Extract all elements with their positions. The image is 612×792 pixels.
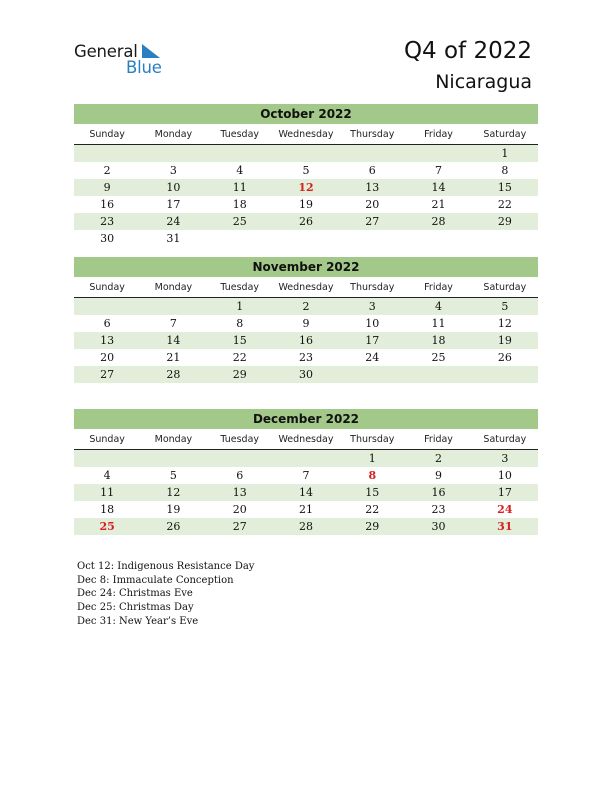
month-calendar-october bbox=[74, 104, 538, 247]
day-cell: 11 bbox=[431, 317, 446, 330]
week-row bbox=[74, 315, 538, 332]
day-cell: 14 bbox=[431, 181, 446, 194]
day-cell bbox=[140, 145, 206, 162]
day-cell: 2 bbox=[302, 300, 310, 313]
day-cell: 1 bbox=[368, 452, 376, 465]
day-cell: 12 bbox=[166, 486, 181, 499]
day-cell bbox=[273, 230, 339, 247]
day-cell: 27 bbox=[232, 520, 247, 533]
day-cell: 4 bbox=[236, 164, 244, 177]
holiday-list-item: Dec 31: New Year’s Eve bbox=[77, 615, 199, 627]
day-cell: 16 bbox=[100, 198, 115, 211]
weekday-label: Thursday bbox=[350, 282, 395, 293]
day-cell: 28 bbox=[298, 520, 313, 533]
holiday-day-cell: 12 bbox=[298, 181, 314, 194]
month-title: October 2022 bbox=[74, 104, 538, 124]
day-cell: 7 bbox=[435, 164, 443, 177]
day-cell bbox=[74, 145, 140, 162]
month-title: November 2022 bbox=[74, 257, 538, 277]
day-cell bbox=[472, 230, 538, 247]
day-cell: 30 bbox=[431, 520, 446, 533]
day-cell bbox=[405, 230, 471, 247]
day-cell: 1 bbox=[236, 300, 244, 313]
day-cell: 26 bbox=[166, 520, 181, 533]
week-row bbox=[74, 162, 538, 179]
week-row bbox=[74, 467, 538, 484]
day-cell: 25 bbox=[232, 215, 247, 228]
day-cell: 15 bbox=[497, 181, 512, 194]
weekday-header-row bbox=[74, 432, 538, 450]
week-row bbox=[74, 179, 538, 196]
day-cell: 19 bbox=[497, 334, 512, 347]
generalblue-logo bbox=[74, 42, 174, 78]
day-cell bbox=[472, 366, 538, 383]
day-cell bbox=[273, 145, 339, 162]
weekday-label: Monday bbox=[154, 129, 193, 140]
day-cell: 28 bbox=[431, 215, 446, 228]
day-cell: 7 bbox=[302, 469, 310, 482]
weekday-label: Wednesday bbox=[278, 282, 334, 293]
weekday-label: Friday bbox=[424, 434, 453, 445]
weekday-label: Saturday bbox=[483, 282, 527, 293]
logo-text-blue: Blue bbox=[126, 58, 162, 77]
weekday-header-row bbox=[74, 280, 538, 298]
day-cell: 29 bbox=[365, 520, 380, 533]
weekday-label: Sunday bbox=[89, 282, 125, 293]
weekday-label: Thursday bbox=[350, 129, 395, 140]
day-cell: 4 bbox=[435, 300, 443, 313]
holiday-list-item: Dec 8: Immaculate Conception bbox=[77, 574, 234, 586]
day-cell: 30 bbox=[100, 232, 115, 245]
month-calendar-december bbox=[74, 409, 538, 535]
week-row bbox=[74, 145, 538, 162]
day-cell: 2 bbox=[103, 164, 111, 177]
day-cell: 15 bbox=[365, 486, 380, 499]
day-cell bbox=[207, 145, 273, 162]
day-cell: 23 bbox=[100, 215, 115, 228]
day-cell: 25 bbox=[431, 351, 446, 364]
day-cell bbox=[140, 298, 206, 315]
holiday-list-item: Dec 24: Christmas Eve bbox=[77, 588, 193, 600]
week-row bbox=[74, 450, 538, 467]
week-row bbox=[74, 366, 538, 383]
weekday-label: Saturday bbox=[483, 129, 527, 140]
day-cell: 19 bbox=[166, 503, 181, 516]
day-cell: 4 bbox=[103, 469, 111, 482]
day-cell: 13 bbox=[232, 486, 247, 499]
holiday-list bbox=[77, 560, 254, 629]
holiday-day-cell: 31 bbox=[497, 520, 513, 533]
day-cell bbox=[207, 450, 273, 467]
day-cell: 6 bbox=[236, 469, 244, 482]
weekday-label: Tuesday bbox=[220, 434, 260, 445]
day-cell: 26 bbox=[298, 215, 313, 228]
day-cell: 21 bbox=[298, 503, 313, 516]
day-cell: 18 bbox=[100, 503, 115, 516]
day-cell: 29 bbox=[497, 215, 512, 228]
weekday-label: Friday bbox=[424, 129, 453, 140]
day-cell bbox=[339, 366, 405, 383]
holiday-list-item: Dec 25: Christmas Day bbox=[77, 602, 194, 614]
holiday-day-cell: 8 bbox=[368, 469, 377, 482]
day-cell: 17 bbox=[166, 198, 181, 211]
page-title: Q4 of 2022 bbox=[403, 38, 532, 64]
day-cell: 10 bbox=[497, 469, 512, 482]
week-row bbox=[74, 332, 538, 349]
day-cell: 17 bbox=[497, 486, 512, 499]
day-cell: 9 bbox=[302, 317, 310, 330]
day-cell bbox=[273, 450, 339, 467]
day-cell: 10 bbox=[365, 317, 380, 330]
day-cell: 3 bbox=[169, 164, 177, 177]
day-cell: 18 bbox=[431, 334, 446, 347]
day-cell bbox=[405, 145, 471, 162]
week-row bbox=[74, 230, 538, 247]
day-cell: 8 bbox=[501, 164, 509, 177]
day-cell: 24 bbox=[166, 215, 181, 228]
month-title: December 2022 bbox=[74, 409, 538, 429]
week-row bbox=[74, 349, 538, 366]
holiday-day-cell: 25 bbox=[99, 520, 115, 533]
day-cell bbox=[339, 230, 405, 247]
day-cell: 29 bbox=[232, 368, 247, 381]
day-cell: 23 bbox=[298, 351, 313, 364]
week-row bbox=[74, 213, 538, 230]
day-cell: 28 bbox=[166, 368, 181, 381]
weekday-label: Saturday bbox=[483, 434, 527, 445]
day-cell: 27 bbox=[100, 368, 115, 381]
day-cell: 20 bbox=[365, 198, 380, 211]
day-cell: 5 bbox=[501, 300, 509, 313]
weekday-label: Tuesday bbox=[220, 282, 260, 293]
day-cell: 11 bbox=[232, 181, 247, 194]
day-cell bbox=[74, 298, 140, 315]
day-cell: 6 bbox=[103, 317, 111, 330]
day-cell: 12 bbox=[497, 317, 512, 330]
day-cell: 3 bbox=[501, 452, 509, 465]
day-cell: 21 bbox=[166, 351, 181, 364]
day-cell bbox=[339, 145, 405, 162]
day-cell: 9 bbox=[103, 181, 111, 194]
day-cell: 3 bbox=[368, 300, 376, 313]
day-cell: 2 bbox=[435, 452, 443, 465]
day-cell: 8 bbox=[236, 317, 244, 330]
day-cell bbox=[207, 230, 273, 247]
day-cell: 16 bbox=[298, 334, 313, 347]
day-cell: 30 bbox=[298, 368, 313, 381]
day-cell: 11 bbox=[100, 486, 115, 499]
day-cell: 19 bbox=[298, 198, 313, 211]
day-cell: 20 bbox=[100, 351, 115, 364]
day-cell: 7 bbox=[169, 317, 177, 330]
weekday-label: Tuesday bbox=[220, 129, 260, 140]
day-cell: 5 bbox=[302, 164, 310, 177]
day-cell: 13 bbox=[100, 334, 115, 347]
week-row bbox=[74, 518, 538, 535]
day-cell: 9 bbox=[435, 469, 443, 482]
day-cell: 14 bbox=[298, 486, 313, 499]
day-cell: 22 bbox=[232, 351, 247, 364]
day-cell: 13 bbox=[365, 181, 380, 194]
day-cell: 22 bbox=[497, 198, 512, 211]
day-cell: 6 bbox=[368, 164, 376, 177]
weekday-label: Sunday bbox=[89, 434, 125, 445]
day-cell: 16 bbox=[431, 486, 446, 499]
day-cell: 1 bbox=[501, 147, 509, 160]
country-name: Nicaragua bbox=[435, 71, 532, 93]
week-row bbox=[74, 298, 538, 315]
day-cell: 20 bbox=[232, 503, 247, 516]
day-cell bbox=[74, 450, 140, 467]
day-cell: 15 bbox=[232, 334, 247, 347]
weekday-label: Wednesday bbox=[278, 434, 334, 445]
day-cell bbox=[140, 450, 206, 467]
day-cell: 22 bbox=[365, 503, 380, 516]
week-row bbox=[74, 484, 538, 501]
day-cell: 14 bbox=[166, 334, 181, 347]
weekday-label: Wednesday bbox=[278, 129, 334, 140]
day-cell: 5 bbox=[169, 469, 177, 482]
day-cell: 23 bbox=[431, 503, 446, 516]
weekday-label: Monday bbox=[154, 282, 193, 293]
day-cell: 10 bbox=[166, 181, 181, 194]
day-cell: 26 bbox=[497, 351, 512, 364]
weekday-label: Monday bbox=[154, 434, 193, 445]
day-cell: 17 bbox=[365, 334, 380, 347]
day-cell: 18 bbox=[232, 198, 247, 211]
weekday-label: Thursday bbox=[350, 434, 395, 445]
logo-text-general: General bbox=[74, 42, 138, 61]
week-row bbox=[74, 501, 538, 518]
day-cell: 27 bbox=[365, 215, 380, 228]
month-calendar-november bbox=[74, 257, 538, 383]
weekday-label: Sunday bbox=[89, 129, 125, 140]
weekday-header-row bbox=[74, 127, 538, 145]
week-row bbox=[74, 196, 538, 213]
day-cell: 21 bbox=[431, 198, 446, 211]
day-cell: 31 bbox=[166, 232, 181, 245]
holiday-list-item: Oct 12: Indigenous Resistance Day bbox=[77, 561, 255, 572]
day-cell: 24 bbox=[365, 351, 380, 364]
day-cell bbox=[405, 366, 471, 383]
weekday-label: Friday bbox=[424, 282, 453, 293]
holiday-day-cell: 24 bbox=[497, 503, 513, 516]
